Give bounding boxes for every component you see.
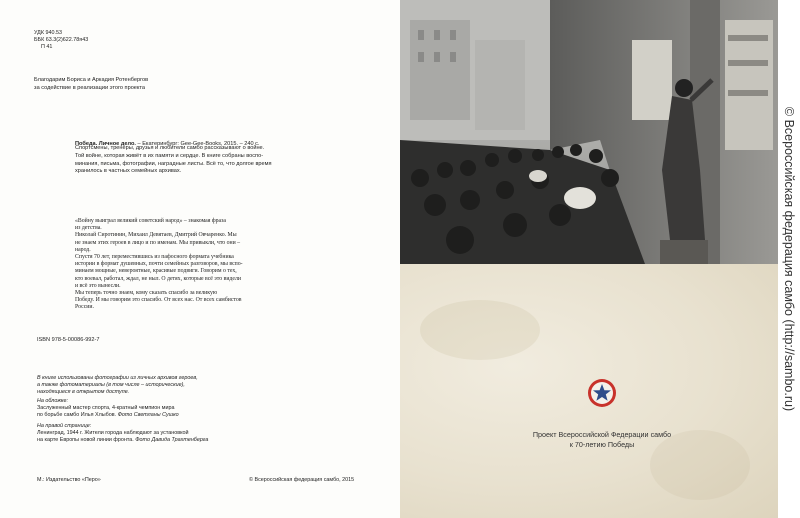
historical-photo (400, 0, 778, 264)
citation-rest: – Екатеринбург: Gee-Gee-Books, 2015. – 240 с. (135, 140, 260, 147)
front-label: На правой странице: (37, 423, 92, 429)
front-text (37, 430, 208, 444)
project-caption: Проект Всероссийской Федерации самбо к 70-летию Победы (532, 430, 672, 449)
copyright: © Всероссийская федерация самбо, 2015 (249, 477, 355, 483)
cover-text-body: Заслуженный мастер спорта, 4-кратный чемпион мира по борьбе самбо Илья Хлыбов. (37, 405, 175, 418)
right-page (400, 0, 778, 518)
annotation: «Войну выиграл великий советский народ» – знакомая фраза из детства. Николай Сиротинин, Михаил Девятаев, Дмитрий Овчаренко. Мы не знаем этих героев в лицо и по именам. Мы привыкли, что они – народ. Спустя 70 лет, переместившись из пафосного формата учебника истории в формат душевных, почти семейных разговоров, мы вспо- минаем мощные, невероятные, красивые подвиги. Говорим о тех, кто воевал, работал, ждал, не ныл. О детях, которые всё это видели и всё это вынесли. Мы теперь точно знаем, кому сказать спасибо за великую Победу. И мы говорим это спасибо. От всех нас. От всех самбистов России. (75, 218, 243, 311)
cover-photo-credit: Фото Светланы Сушко (117, 411, 179, 418)
p-code: П 41 (41, 44, 53, 50)
description: Спортсмены, тренеры, друзья и любители самбо рассказывают о войне. Той войне, которая живёт в их памяти и сердце. В книге собраны воспо- минания, письма, фотографии, наградные листы. Всё то, что долгое время хранилось в частных семейных архивах. (75, 145, 272, 175)
paper-stain (420, 300, 540, 360)
udk-code: УДК 940.53 (34, 30, 62, 36)
cover-label: На обложке: (37, 398, 68, 404)
thanks-note: Благодарим Бориса и Аркадия Ротенбергов за содействие в реализации этого проекта (34, 77, 149, 91)
isbn: ISBN 978-5-00086-992-7 (37, 337, 100, 343)
watermark-text: © Всероссийская федерация самбо (http://sambo.ru) (782, 106, 796, 412)
vertical-watermark (778, 0, 800, 518)
cover-text (37, 405, 179, 419)
front-photo-credit: Фото Давида Трахтенберга (135, 436, 209, 443)
citation-title: Победа. Личное дело. (75, 140, 136, 147)
bbk-code: ББК 63.3(2)622.78я43 (34, 37, 89, 43)
publisher: М.: Издательство «Перо» (37, 477, 101, 483)
front-text-body: Ленинград, 1944 г. Жители города наблюдают за установкой на карте Европы новой линии фронта. (37, 430, 189, 443)
photo-note: В книге использованы фотографии из личных архивов героев, а также фотоматериалы (в том числе – исторические), находящиеся в открытом доступе. (37, 375, 198, 395)
sambo-star-emblem-icon (587, 378, 617, 408)
